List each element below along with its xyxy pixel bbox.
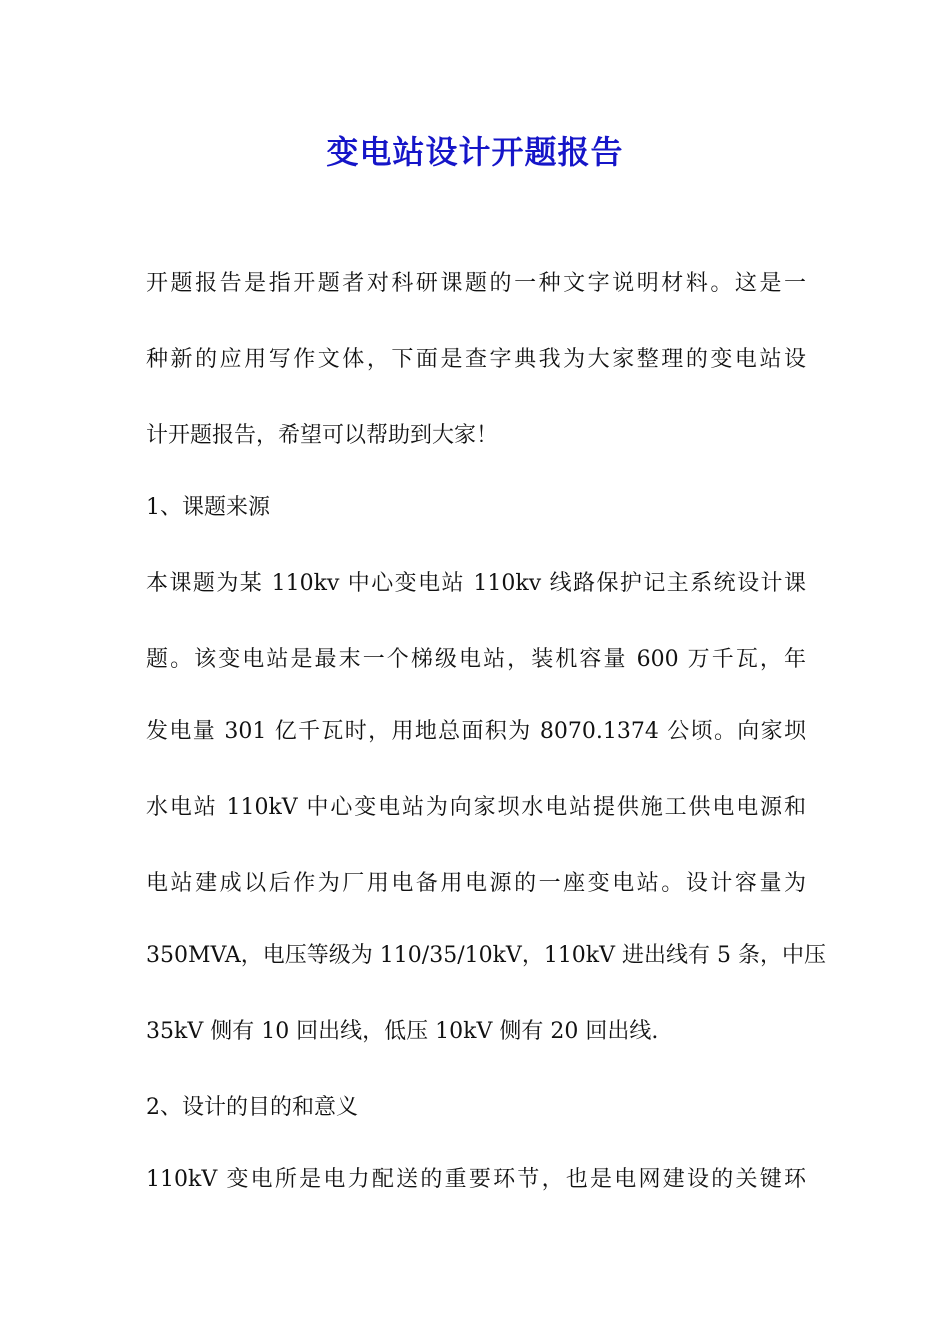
paragraph-line-3: 计开题报告，希望可以帮助到大家！ — [146, 423, 499, 448]
paragraph-line-5: 题。该变电站是最末一个梯级电站，装机容量 600 万千瓦，年 — [146, 647, 806, 672]
document-title: 变电站设计开题报告 — [326, 133, 624, 171]
paragraph-line-8: 电站建成以后作为厂用电备用电源的一座变电站。设计容量为 — [146, 871, 806, 896]
paragraph-line-4: 本课题为某 110kv 中心变电站 110kv 线路保护记主系统设计课 — [146, 571, 806, 596]
paragraph-line-2: 种新的应用写作文体，下面是查字典我为大家整理的变电站设 — [146, 347, 806, 372]
paragraph-line-7: 水电站 110kV 中心变电站为向家坝水电站提供施工供电电源和 — [146, 795, 806, 820]
section-heading-1: 1、课题来源 — [146, 495, 270, 520]
section-heading-2: 2、设计的目的和意义 — [146, 1095, 358, 1120]
paragraph-line-1: 开题报告是指开题者对科研课题的一种文字说明材料。这是一 — [146, 271, 806, 296]
paragraph-line-10: 35kV 侧有 10 回出线，低压 10kV 侧有 20 回出线. — [146, 1019, 659, 1044]
paragraph-line-9: 350MVA，电压等级为 110/35/10kV，110kV 进出线有 5 条，中压 — [146, 943, 827, 968]
paragraph-line-11: 110kV 变电所是电力配送的重要环节，也是电网建设的关键环 — [146, 1167, 806, 1192]
paragraph-line-6: 发电量 301 亿千瓦时，用地总面积为 8070.1374 公顷。向家坝 — [146, 719, 806, 744]
